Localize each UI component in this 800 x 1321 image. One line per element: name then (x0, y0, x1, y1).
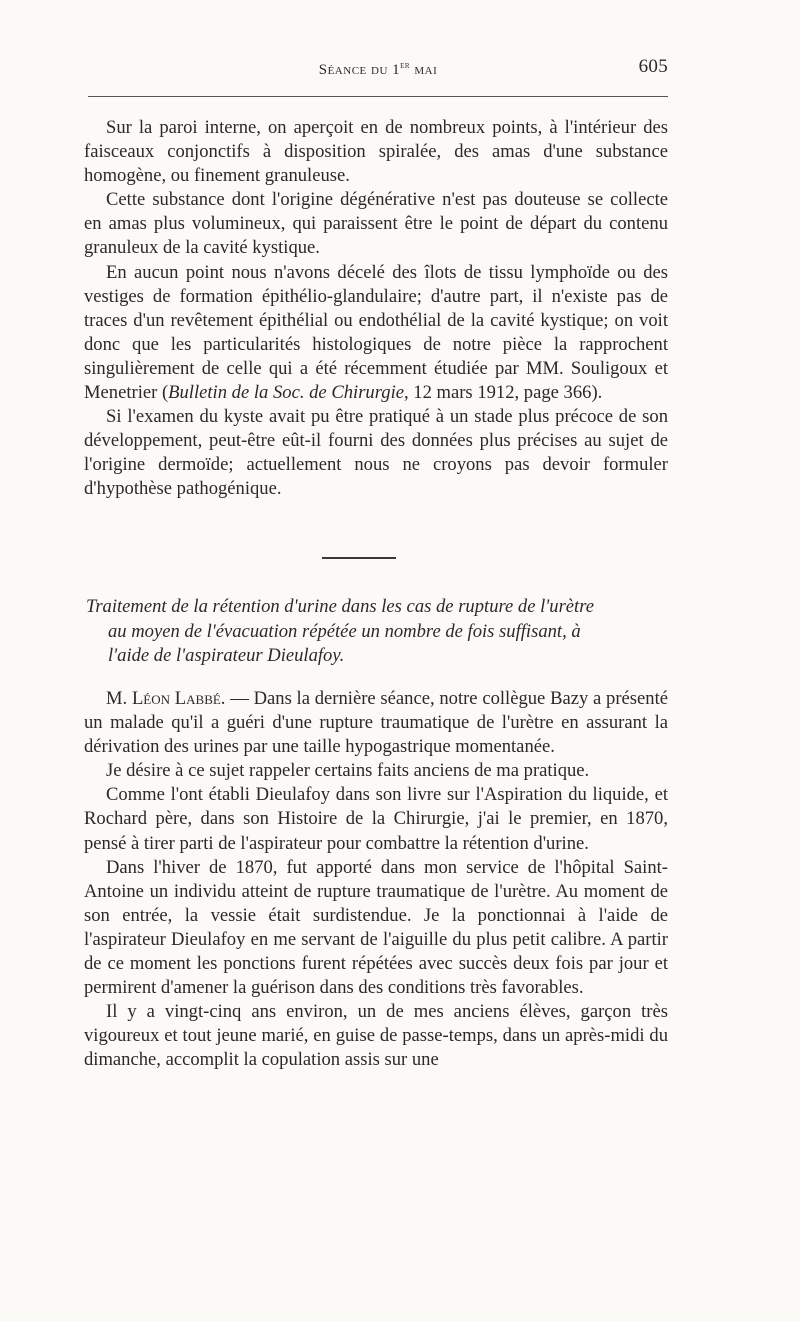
paragraph-text: , 12 mars 1912, page 366). (403, 382, 603, 404)
paragraph: Comme l'ont établi Dieulafoy dans son livre sur l'Aspiration du liquide, et Rochard père, dans son Histoire de la Chirurgie, j'ai le premier, en 1870, pensé à tirer parti de l'aspirateur pour combattre la rétention d'urine. (84, 784, 668, 854)
speaker-name: M. Léon Labbé. (106, 688, 226, 709)
running-title (88, 60, 668, 79)
running-title-day: 1 (392, 62, 401, 78)
running-title-sup: er (400, 60, 411, 71)
paragraph: Si l'examen du kyste avait pu être pratiqué à un stade plus précoce de son développement, peut-être eût-il fourni des données plus précises au sujet de l'origine dermoïde; actuellement nous ne croyons pas devoir formuler d'hypothèse pathogénique. (84, 406, 668, 500)
section-title-line: au moyen de l'évacuation répétée un nombre de fois suffisant, à (108, 620, 581, 642)
paragraph (84, 261, 668, 406)
paragraph: Je désire à ce sujet rappeler certains faits anciens de ma pratique. (106, 760, 590, 782)
page-number: 605 (638, 56, 668, 77)
paragraph (84, 687, 668, 759)
running-title-month: mai (414, 62, 438, 78)
top-text (84, 116, 668, 502)
section-separator (322, 557, 396, 559)
paragraph: Cette substance dont l'origine dégénérative n'est pas douteuse se collecte en amas plus volumineux, qui paraissent être le point de départ du contenu granuleux de la cavité kystique. (84, 189, 668, 259)
section-title-line: l'aide de l'aspirateur Dieulafoy. (108, 645, 345, 666)
paragraph: Dans l'hiver de 1870, fut apporté dans mon service de l'hôpital Saint-Antoine un individu atteint de rupture traumatique de l'urètre. Au moment de son entrée, la vessie était surdistendue. Je la ponctionnai à l'aide de l'aspirateur Dieulafoy en me servant de l'aiguille du plus petit calibre. A partir de ce moment les ponctions furent répétées avec succès deux fois par jour et permirent d'amener la guérison dans des conditions très favorables. (84, 856, 668, 999)
running-title-text: Séance du (318, 62, 388, 78)
section-title (84, 595, 668, 669)
page-header (88, 56, 668, 84)
bottom-text (84, 687, 668, 1073)
section-title-line: Traitement de la rétention d'urine dans les cas de rupture de l'urètre (86, 596, 595, 617)
paragraph-text: En aucun point nous n'avons décelé des îlots de tissu lymphoïde ou des vestiges de formation épithélio-glandulaire; d'autre part, il n'existe pas de traces d'un revêtement épithélial ou endothélial de la cavité kystique; on voit donc que les particularités histologiques de notre pièce la rapprochent singulièrement de celle qui a été récemment étudiée par MM. Souligoux et Menetrier ( (84, 261, 668, 404)
header-rule (88, 96, 668, 97)
paragraph: Il y a vingt-cinq ans environ, un de mes anciens élèves, garçon très vigoureux et tout jeune marié, en guise de passe-temps, dans un après-midi du dimanche, accomplit la copulation assis sur une (84, 1001, 668, 1071)
paragraph: Sur la paroi interne, on aperçoit en de nombreux points, à l'intérieur des faisceaux conjonctifs à disposition spiralée, des amas d'une substance homogène, ou finement granuleuse. (84, 117, 668, 187)
paragraph-text: — Dans la dernière séance, notre collègue Bazy a présenté un malade qu'il a guéri d'une rupture traumatique de l'urètre en assurant la dérivation des urines par une taille hypogastrique momentanée. (84, 688, 668, 758)
citation-italic: Bulletin de la Soc. de Chirurgie (168, 382, 404, 404)
